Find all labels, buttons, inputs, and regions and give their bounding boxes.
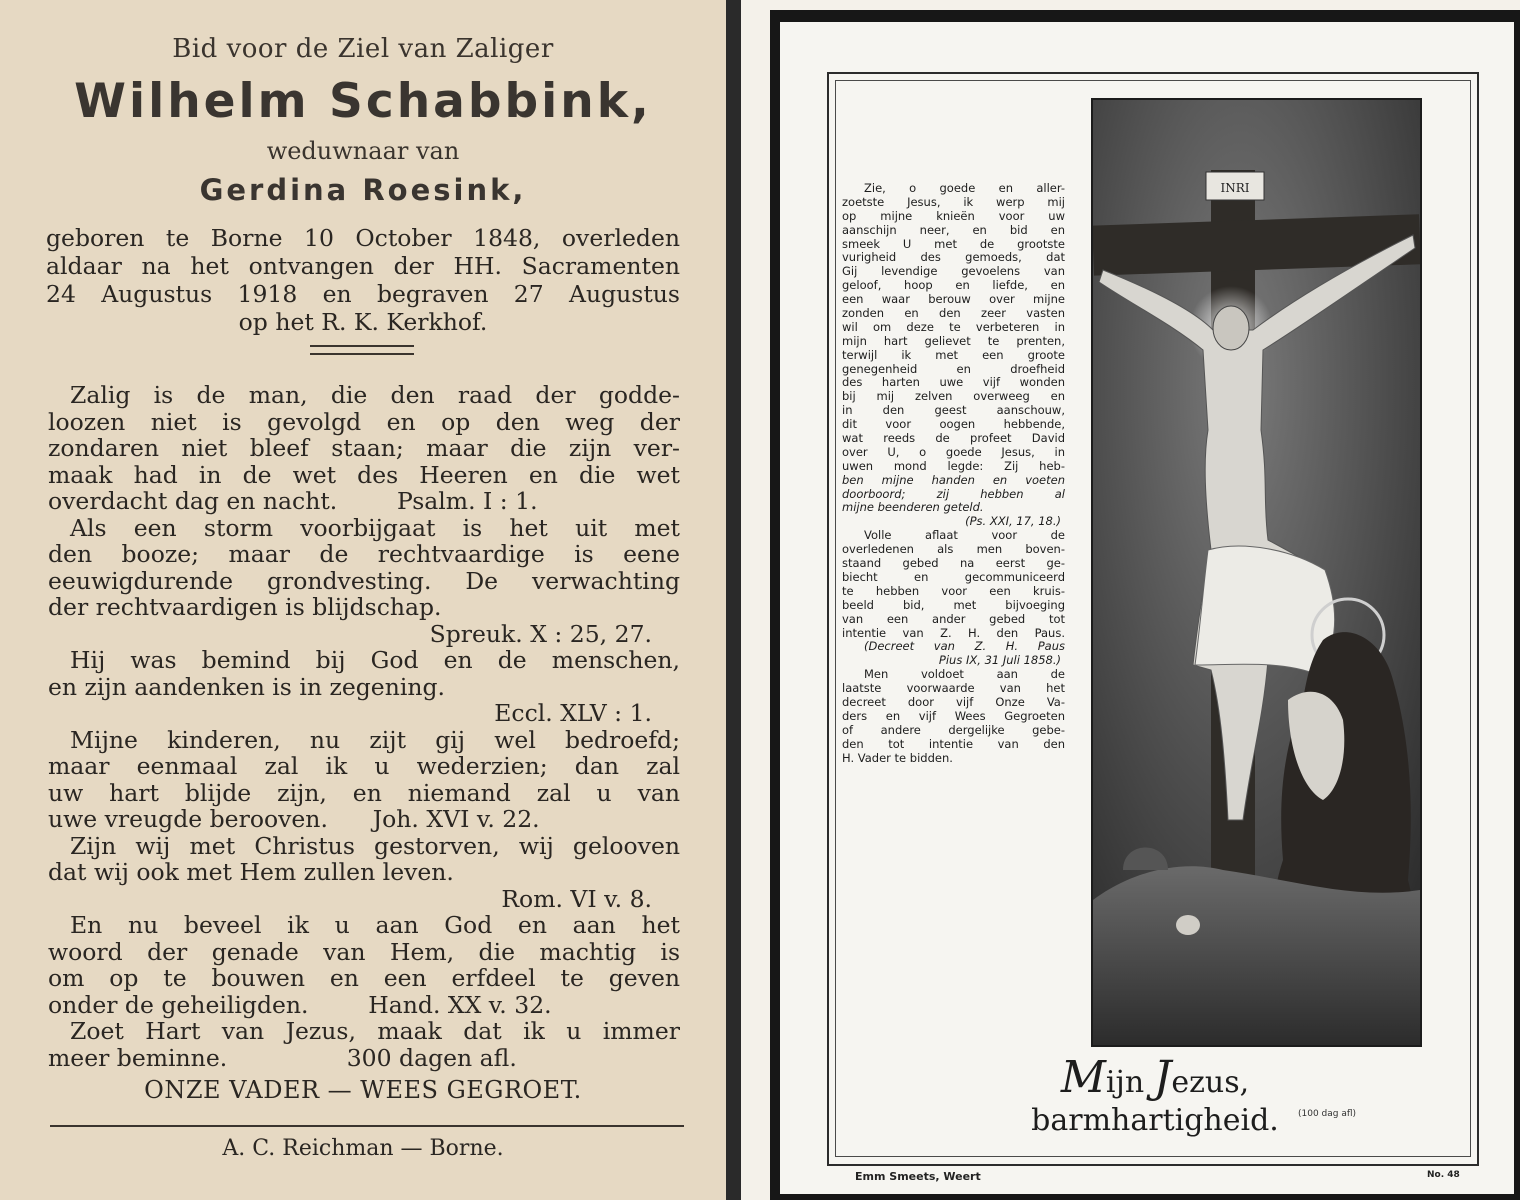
closing-prayers: ONZE VADER — WEES GEGROET. bbox=[144, 1076, 582, 1104]
crucifixion-illustration bbox=[1091, 98, 1422, 1047]
motto-rest: ezus, barmhartigheid. bbox=[1031, 1065, 1279, 1138]
verse-line: Hij was bemind bij God en de menschen, bbox=[70, 646, 680, 674]
prayer-line: bij mij zelven overweeg en bbox=[842, 389, 1065, 404]
verse-line: om op te bouwen en een erfdeel te geven bbox=[48, 964, 680, 992]
prayer-line: vurigheid des gemoeds, dat bbox=[842, 250, 1065, 265]
prayer-line: mijne beenderen geteld. bbox=[842, 500, 984, 515]
verse-line: en zijn aandenken is in zegening. bbox=[48, 672, 445, 701]
prayer-line: Men voldoet aan de bbox=[864, 667, 1065, 682]
prayer-line: ben mijne handen en voeten bbox=[842, 472, 1065, 487]
memorial-card-image-side bbox=[770, 10, 1520, 1200]
verse-line: woord der genade van Hem, die machtig is bbox=[48, 937, 680, 966]
verse-line: uwe vreugde berooven. Joh. XVI v. 22. bbox=[48, 805, 540, 833]
motto bbox=[935, 1052, 1375, 1138]
prayer-line: wat reeds de profeet David bbox=[842, 431, 1065, 446]
prayer-line: terwijl ik met een groote bbox=[842, 347, 1065, 362]
verse-line: Eccl. XLV : 1. bbox=[494, 699, 652, 727]
prayer-line: van een ander gebed tot bbox=[842, 611, 1065, 626]
card-text-panel bbox=[0, 0, 726, 1200]
printer-credit: Emm Smeets, Weert bbox=[855, 1170, 981, 1183]
prayer-line: biecht en gecommuniceerd bbox=[842, 569, 1065, 584]
motto-word: ijn bbox=[1105, 1065, 1154, 1100]
verse-line: den booze; maar de rechtvaardige is eene bbox=[48, 540, 680, 568]
prayer-line: over U, o goede Jesus, in bbox=[842, 444, 1065, 459]
prayer-text bbox=[842, 182, 1065, 765]
prayer-line: op mijne knieën voor uw bbox=[842, 208, 1065, 223]
card-paper bbox=[780, 22, 1514, 1194]
prayer-line: doorboord; zij hebben al bbox=[842, 486, 1065, 501]
card-edge-shadow bbox=[726, 0, 741, 1200]
prayer-line: een waar berouw over mijne bbox=[842, 292, 1065, 307]
verse-line: Zoet Hart van Jezus, maak dat ik u immer bbox=[70, 1017, 680, 1045]
verse-line: loozen niet is gevolgd en op den weg der bbox=[48, 407, 680, 436]
crucifixion-image bbox=[1093, 100, 1420, 1045]
prayer-line: des harten uwe vijf wonden bbox=[842, 375, 1065, 390]
scripture-verses bbox=[48, 382, 680, 1071]
skull bbox=[1176, 915, 1200, 935]
loincloth bbox=[1195, 546, 1335, 675]
bio-line: aldaar na het ontvangen der HH. Sacramenten bbox=[46, 252, 680, 280]
prayer-line: zoetste Jesus, ik werp mij bbox=[842, 194, 1065, 209]
prayer-line: uwen mond legde: Zij heb- bbox=[842, 458, 1065, 473]
prayer-line: den tot intentie van den bbox=[842, 736, 1065, 751]
prayer-line: Zie, o goede en aller- bbox=[864, 181, 1065, 195]
biography-block bbox=[46, 224, 680, 336]
prayer-line: decreet door vijf Onze Va- bbox=[842, 694, 1065, 709]
verse-line: Zalig is de man, die den raad der godde- bbox=[70, 381, 680, 409]
prayer-line: (Ps. XXI, 17, 18.) bbox=[965, 514, 1061, 529]
verse-line: onder de geheiligden. Hand. XX v. 32. bbox=[48, 990, 552, 1019]
verse-line: meer beminne. 300 dagen afl. bbox=[48, 1043, 517, 1072]
prayer-line: Gij levendige gevoelens van bbox=[842, 264, 1065, 279]
verse-line: Als een storm voorbijgaat is het uit met bbox=[70, 513, 680, 542]
prayer-line: H. Vader te bidden. bbox=[842, 750, 953, 765]
prayer-line: te hebben voor een kruis- bbox=[842, 583, 1065, 598]
bio-line: geboren te Borne 10 October 1848, overleden bbox=[46, 224, 680, 252]
verse-line: En nu beveel ik u aan God en aan het bbox=[70, 911, 680, 939]
verse-line: zondaren niet bleef staan; maar die zijn ver- bbox=[48, 434, 680, 462]
prayer-line: Volle aflaat voor de bbox=[864, 528, 1065, 543]
verse-line: uw hart blijde zijn, en niemand zal u van bbox=[48, 778, 680, 807]
verse-line: der rechtvaardigen is blijdschap. bbox=[48, 593, 442, 621]
prayer-line: (Decreet van Z. H. Paus bbox=[864, 639, 1065, 654]
motto-initial-m: M bbox=[1060, 1052, 1106, 1103]
spouse-name: Gerdina Roesink, bbox=[199, 173, 527, 207]
bio-line: 24 Augustus 1918 en begraven 27 Augustus bbox=[46, 280, 680, 308]
prayer-line: mijn hart gelievet te prenten, bbox=[842, 333, 1065, 348]
publisher-line: A. C. Reichman — Borne. bbox=[222, 1136, 504, 1161]
motto-indulgence-note: (100 dag afl) bbox=[1298, 1109, 1357, 1119]
bottom-rule-divider bbox=[50, 1125, 684, 1127]
prayer-line: genegenheid en droefheid bbox=[842, 361, 1065, 376]
prayer-line: ders en vijf Wees Gegroeten bbox=[842, 708, 1065, 723]
verse-line: Mijne kinderen, nu zijt gij wel bedroefd; bbox=[70, 725, 680, 754]
bio-line: op het R. K. Kerkhof. bbox=[238, 308, 488, 336]
verse-line: Rom. VI v. 8. bbox=[501, 884, 652, 913]
prayer-line: dit voor oogen hebbende, bbox=[842, 417, 1065, 432]
verse-line: Zijn wij met Christus gestorven, wij gelooven bbox=[70, 831, 680, 860]
prayer-line: zonden en den zeer vasten bbox=[842, 306, 1065, 321]
card-number: No. 48 bbox=[1427, 1170, 1460, 1180]
golgotha-ground bbox=[1093, 866, 1420, 1045]
prayer-line: smeek U met de grootste bbox=[842, 236, 1065, 251]
prayer-line: wil om deze te verbeteren in bbox=[842, 319, 1065, 334]
prayer-line: staand gebed na eerst ge- bbox=[842, 556, 1065, 571]
deceased-name: Wilhelm Schabbink, bbox=[74, 74, 652, 129]
double-rule-divider bbox=[310, 345, 414, 355]
prayer-line: intentie van Z. H. den Paus. bbox=[842, 625, 1065, 640]
christ-head bbox=[1213, 306, 1249, 350]
prayer-line: aanschijn neer, en bid en bbox=[842, 222, 1065, 237]
prayer-line: in den geest aanschouw, bbox=[842, 403, 1065, 418]
verse-line: eeuwigdurende grondvesting. De verwachting bbox=[48, 566, 680, 595]
prayer-line: of andere dergelijke gebe- bbox=[842, 722, 1065, 737]
prayer-line: overledenen als men boven- bbox=[842, 542, 1065, 557]
verse-line: overdacht dag en nacht. Psalm. I : 1. bbox=[48, 487, 538, 515]
prayer-line: beeld bid, met bijvoeging bbox=[842, 597, 1065, 612]
prayer-line: Pius IX, 31 Juli 1858.) bbox=[938, 653, 1061, 668]
prayer-line: geloof, hoop en liefde, en bbox=[842, 278, 1065, 293]
verse-line: Spreuk. X : 25, 27. bbox=[429, 619, 652, 648]
verse-line: maar eenmaal zal ik u wederzien; dan zal bbox=[48, 752, 680, 780]
widower-of-line: weduwnaar van bbox=[266, 137, 460, 165]
verse-line: dat wij ook met Hem zullen leven. bbox=[48, 858, 454, 886]
motto-initial-j: J bbox=[1153, 1052, 1172, 1103]
inri-text: INRI bbox=[1220, 181, 1250, 195]
verse-line: maak had in de wet des Heeren en die wet bbox=[48, 460, 680, 489]
memorial-card-text-side bbox=[0, 0, 741, 1200]
prayer-line: laatste voorwaarde van het bbox=[842, 681, 1065, 696]
intro-line: Bid voor de Ziel van Zaliger bbox=[172, 34, 554, 64]
